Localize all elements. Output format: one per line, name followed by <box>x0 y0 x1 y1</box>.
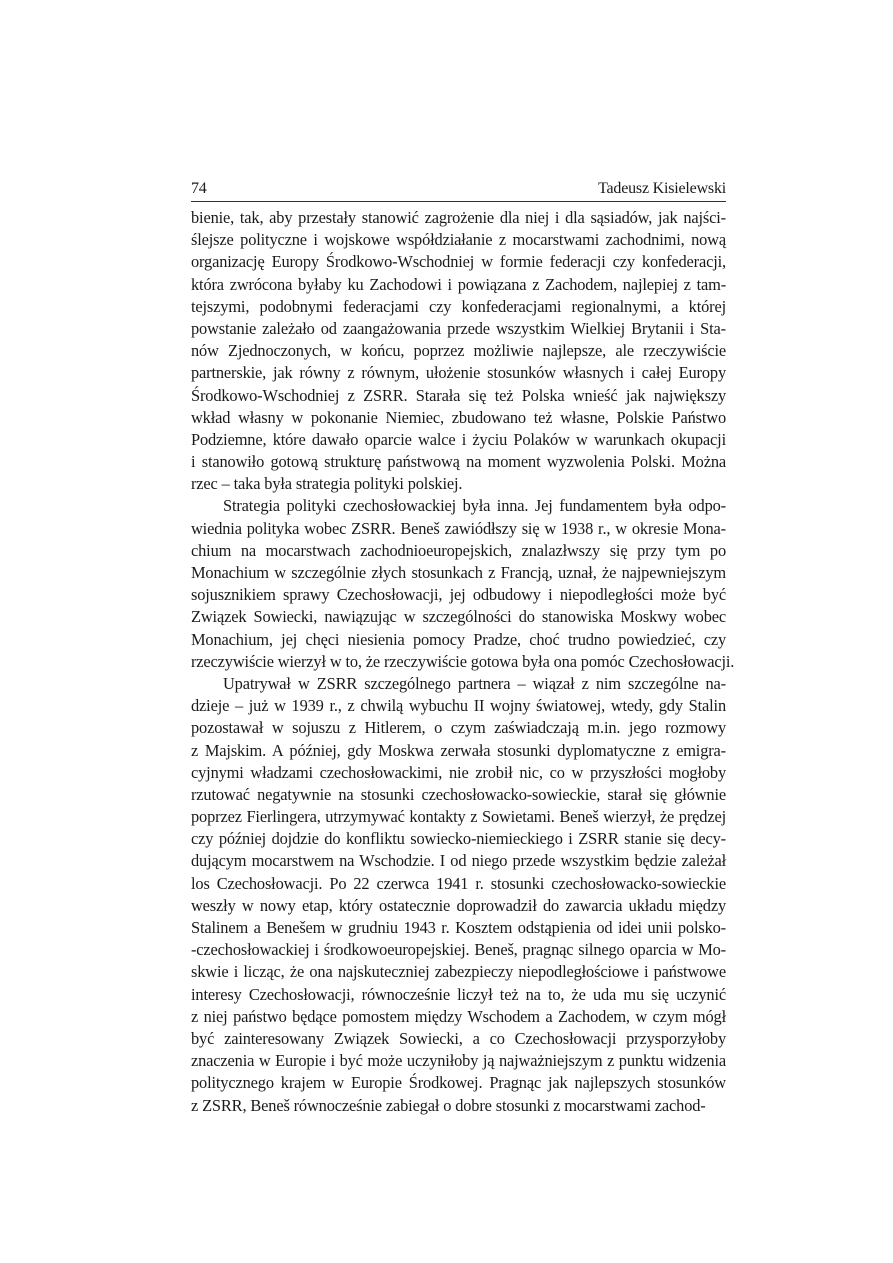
text-line: Upatrywał w ZSRR szczególnego partnera – wiązał z nim szczególne na- <box>223 673 726 693</box>
text-line: z niej państwo będące pomostem między Wschodem a Zachodem, w czym mógł <box>191 1006 726 1026</box>
text-line: być zainteresowany Związek Sowiecki, a co Czechosłowacji przysporzyłoby <box>191 1028 726 1048</box>
text-line: znaczenia w Europie i być może uczyniłoby ją najważniejszym z punktu widzenia <box>191 1051 726 1071</box>
text-line: chium na mocarstwach zachodnioeuropejskich, znalazłwszy się przy tym po <box>191 540 726 560</box>
text-line: rzutować negatywnie na stosunki czechosłowacko-sowieckie, starał się głównie <box>191 784 726 804</box>
text-line: organizację Europy Środkowo-Wschodniej w formie federacji czy konfederacji, <box>191 252 726 272</box>
text-line: cyjnymi władzami czechosłowackimi, nie zrobił nic, co w przyszłości mogłoby <box>191 762 726 782</box>
paragraph <box>191 495 735 673</box>
text-line: z Majskim. A później, gdy Moskwa zerwała stosunki dyplomatyczne z emigra- <box>191 740 726 760</box>
text-line: Monachium, jej chęci niesienia pomocy Pradze, choć trudno powiedzieć, czy <box>191 629 726 649</box>
text-line: dującym mocarstwem na Wschodzie. I od niego przede wszystkim będzie zależał <box>191 851 726 871</box>
text-line: -czechosłowackiej i środkowoeuropejskiej. Beneš, pragnąc silnego oparcia w Mo- <box>191 940 726 960</box>
text-line: Stalinem a Benešem w grudniu 1943 r. Kosztem odstąpienia od idei unii polsko- <box>191 918 726 937</box>
text-line: los Czechosłowacji. Po 22 czerwca 1941 r. stosunki czechosłowacko-sowieckie <box>191 873 726 893</box>
text-line: skwie i licząc, że ona najskuteczniej zabezpieczy niepodległościowe i państwowe <box>191 962 726 982</box>
paragraph <box>191 207 726 495</box>
text-line: która zwrócona byłaby ku Zachodowi i powiązana z Zachodem, najlepiej z tam- <box>191 274 726 294</box>
text-line: pozostawał w sojuszu z Hitlerem, o czym zaświadczają m.in. jego rozmowy <box>191 718 726 738</box>
text-line: wiednia polityka wobec ZSRR. Beneš zawiódłszy się w 1938 r., w okresie Mona- <box>191 518 726 538</box>
text-line: sojusznikiem sprawy Czechosłowacji, jej odbudowy i niepodległości może być <box>191 585 726 605</box>
text-line: Środkowo-Wschodniej z ZSRR. Starała się też Polska wnieść jak największy <box>191 385 726 405</box>
text-line: wkład własny w pokonanie Niemiec, zbudowano też własne, Polskie Państwo <box>191 407 726 427</box>
text-line: poprzez Fierlingera, utrzymywać kontakty z Sowietami. Beneš wierzył, że prędzej <box>191 807 726 827</box>
text-line: ślejsze polityczne i wojskowe współdziałanie z mocarstwami zachodnimi, nową <box>191 230 726 250</box>
text-line: dzieje – już w 1939 r., z chwilą wybuchu II wojny światowej, wtedy, gdy Stalin <box>191 696 726 716</box>
text-line: rzeczywiście wierzył w to, że rzeczywiście gotowa była ona pomóc Czechosłowacji. <box>191 651 735 671</box>
text-line: Związek Sowiecki, nawiązując w szczególności do stanowiska Moskwy wobec <box>191 607 726 627</box>
page-number: 74 <box>191 180 207 197</box>
body-text <box>191 207 735 1117</box>
text-line: i stanowiło gotową strukturę państwową na moment wyzwolenia Polski. Można <box>191 452 726 472</box>
text-line: czy później dojdzie do konfliktu sowiecko-niemieckiego i ZSRR stanie się decy- <box>191 829 726 849</box>
text-line: tejszymi, podobnymi federacjami czy konfederacjami regionalnymi, a której <box>191 296 726 316</box>
text-line: Podziemne, które dawało oparcie walce i życiu Polaków w warunkach okupacji <box>191 429 726 449</box>
text-line: nów Zjednoczonych, w końcu, poprzez możliwie najlepsze, ale rzeczywiście <box>191 341 726 361</box>
paragraph <box>191 673 726 1117</box>
text-line: bienie, tak, aby przestały stanowić zagrożenie dla niej i dla sąsiadów, jak najści- <box>191 208 726 227</box>
text-line: partnerskie, jak równy z równym, ułożenie stosunków własnych i całej Europy <box>191 363 726 383</box>
running-header <box>191 180 726 202</box>
text-line: Monachium w szczególnie złych stosunkach z Francją, uznał, że najpewniejszym <box>191 563 726 582</box>
text-line: weszły w nowy etap, który ostatecznie doprowadził do zawarcia układu między <box>191 895 726 915</box>
author-name: Tadeusz Kisielewski <box>598 180 726 197</box>
text-line: powstanie zależało od zaangażowania przede wszystkim Wielkiej Brytanii i Sta- <box>191 318 726 338</box>
text-line: z ZSRR, Beneš równocześnie zabiegał o dobre stosunki z mocarstwami zachod- <box>191 1095 706 1115</box>
text-line: politycznego krajem w Europie Środkowej. Pragnąc jak najlepszych stosunków <box>191 1073 726 1093</box>
text-line: Strategia polityki czechosłowackiej była inna. Jej fundamentem była odpo- <box>223 496 726 516</box>
text-line: rzec – taka była strategia polityki polskiej. <box>191 474 463 494</box>
text-line: interesy Czechosłowacji, równocześnie liczył też na to, że uda mu się uczynić <box>191 984 726 1004</box>
book-page <box>191 180 735 1117</box>
